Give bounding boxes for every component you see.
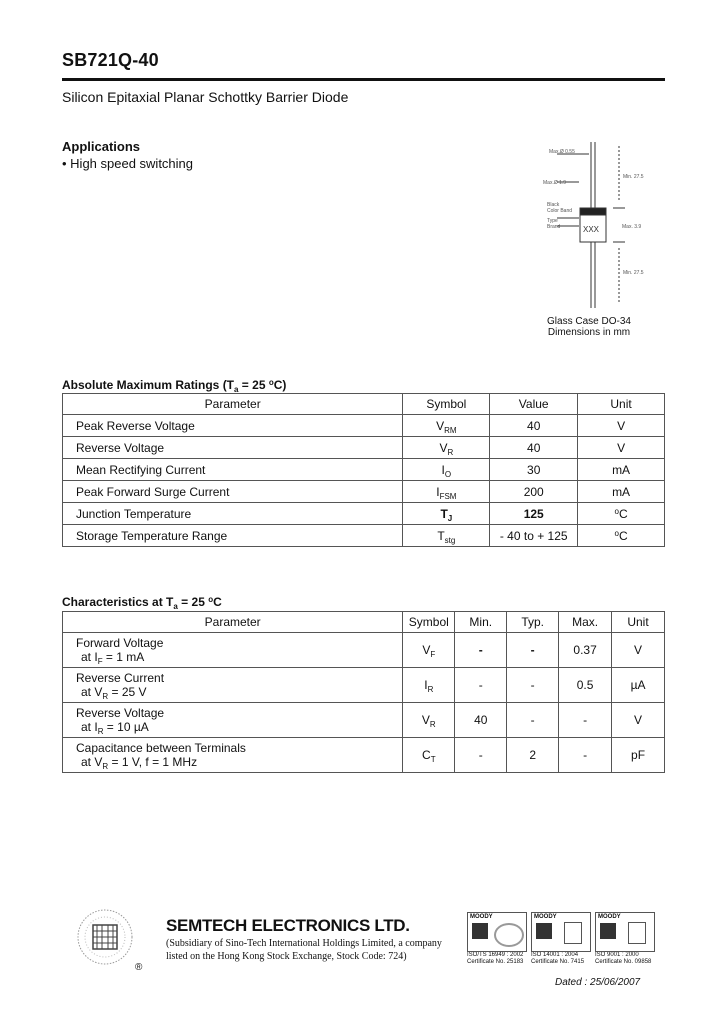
ukas-logo-icon <box>628 922 646 944</box>
fig-label-black: Black <box>547 202 560 208</box>
cert-brand: MOODY <box>598 914 621 920</box>
fig-label-brand: Brand <box>547 224 561 230</box>
fig-label-max-dia-top: Max.Ø 0.55 <box>549 149 575 155</box>
table-row: Junction Temperature $T_J$ 125 $^o$C <box>63 503 665 525</box>
table-row: Mean Rectifying Current $I_O$ 30 mA <box>63 459 665 481</box>
figure-caption-dimensions: Dimensions in mm <box>547 327 631 338</box>
applications-heading: Applications <box>62 139 141 154</box>
fig-label-max-len: Max. 3.9 <box>622 224 642 230</box>
figure-caption-case: Glass Case DO-34 <box>547 316 631 327</box>
characteristics-table <box>62 611 665 773</box>
table-row: Capacitance between Terminals at $V_R = 1$ V, f = 1 MHz $C_T$ - 2 - pF <box>63 738 665 773</box>
company-subsidiary-line: (Subsidiary of Sino-Tech International Holdings Limited, a company <box>166 938 442 949</box>
fig-label-color-band: Color Band <box>547 208 573 214</box>
cert-caption-1: ISO/TS 16949 : 2002 <box>467 952 524 958</box>
cert-iso-9001 <box>595 912 653 964</box>
registered-mark: ® <box>135 962 143 973</box>
col-header-parameter: Parameter <box>63 612 403 633</box>
table-row: Reverse Voltage $V_R$ 40 V <box>63 437 665 459</box>
cert-caption-2: Certificate No. 25183 <box>467 959 524 965</box>
fig-body-marking: XXX <box>583 225 600 234</box>
device-subtitle: Silicon Epitaxial Planar Schottky Barrier Diode <box>62 89 349 105</box>
cert-brand: MOODY <box>534 914 557 920</box>
dated-label: Dated : 25/06/2007 <box>555 977 641 988</box>
cert-iso-ts16949 <box>467 912 525 964</box>
zert-logo-icon <box>494 923 524 947</box>
semtech-globe-logo <box>76 908 134 966</box>
fig-label-min-bottom: Min. 27.5 <box>623 270 644 276</box>
col-header-symbol: Symbol <box>403 612 455 633</box>
title-rule <box>62 78 665 81</box>
cert-caption-1: ISO 14001 : 2004 <box>531 952 579 958</box>
table-row: Peak Forward Surge Current $I_{FSM}$ 200 mA <box>63 481 665 503</box>
col-header-parameter: Parameter <box>63 394 403 415</box>
company-listing-line: listed on the Hong Kong Stock Exchange, Stock Code: 724) <box>166 951 407 962</box>
fig-label-min-top: Min. 27.5 <box>623 174 644 180</box>
cert-caption-2: Certificate No. 09858 <box>595 959 652 965</box>
table-row: Peak Reverse Voltage $V_{RM}$ 40 V <box>63 415 665 437</box>
diode-outline-drawing <box>535 136 645 316</box>
table-row: Storage Temperature Range $T_{stg}$ - 40 to + 125 $^o$C <box>63 525 665 547</box>
characteristics-title: Characteristics at $T_a = 25$ $^o$C <box>62 595 222 611</box>
col-header-symbol: Symbol <box>403 394 490 415</box>
cert-brand: MOODY <box>470 914 493 920</box>
table-row: Forward Voltage at $I_F = 1$ mA $V_F$ - - 0.37 V <box>63 633 665 668</box>
moody-logo-icon <box>536 923 552 939</box>
fig-label-max-dia-mid: Max.Ø 1.9 <box>543 180 567 186</box>
cert-iso-14001 <box>531 912 589 964</box>
moody-logo-icon <box>600 923 616 939</box>
col-header-typ: Typ. <box>507 612 559 633</box>
table-row: Reverse Voltage at $I_R = 10$ µA $V_R$ 40 - - V <box>63 703 665 738</box>
cert-caption-2: Certificate No. 7415 <box>531 959 585 965</box>
part-number-title: SB721Q-40 <box>62 50 159 70</box>
ukas-logo-icon <box>564 922 582 944</box>
fig-label-type: Type <box>547 218 558 224</box>
col-header-min: Min. <box>455 612 507 633</box>
company-name: SEMTECH ELECTRONICS LTD. <box>166 916 410 935</box>
col-header-max: Max. <box>559 612 612 633</box>
table-row: Reverse Current at $V_R = 25$ V $I_R$ - - 0.5 µA <box>63 668 665 703</box>
col-header-unit: Unit <box>612 612 665 633</box>
abs-ratings-title: Absolute Maximum Ratings ($T_a = 25$ $^o$C) <box>62 378 287 394</box>
cert-caption-1: ISO 9001 : 2000 <box>595 952 639 958</box>
col-header-value: Value <box>490 394 578 415</box>
abs-ratings-table <box>62 393 665 547</box>
applications-item: • High speed switching <box>62 156 194 171</box>
col-header-unit: Unit <box>578 394 665 415</box>
moody-logo-icon <box>472 923 488 939</box>
